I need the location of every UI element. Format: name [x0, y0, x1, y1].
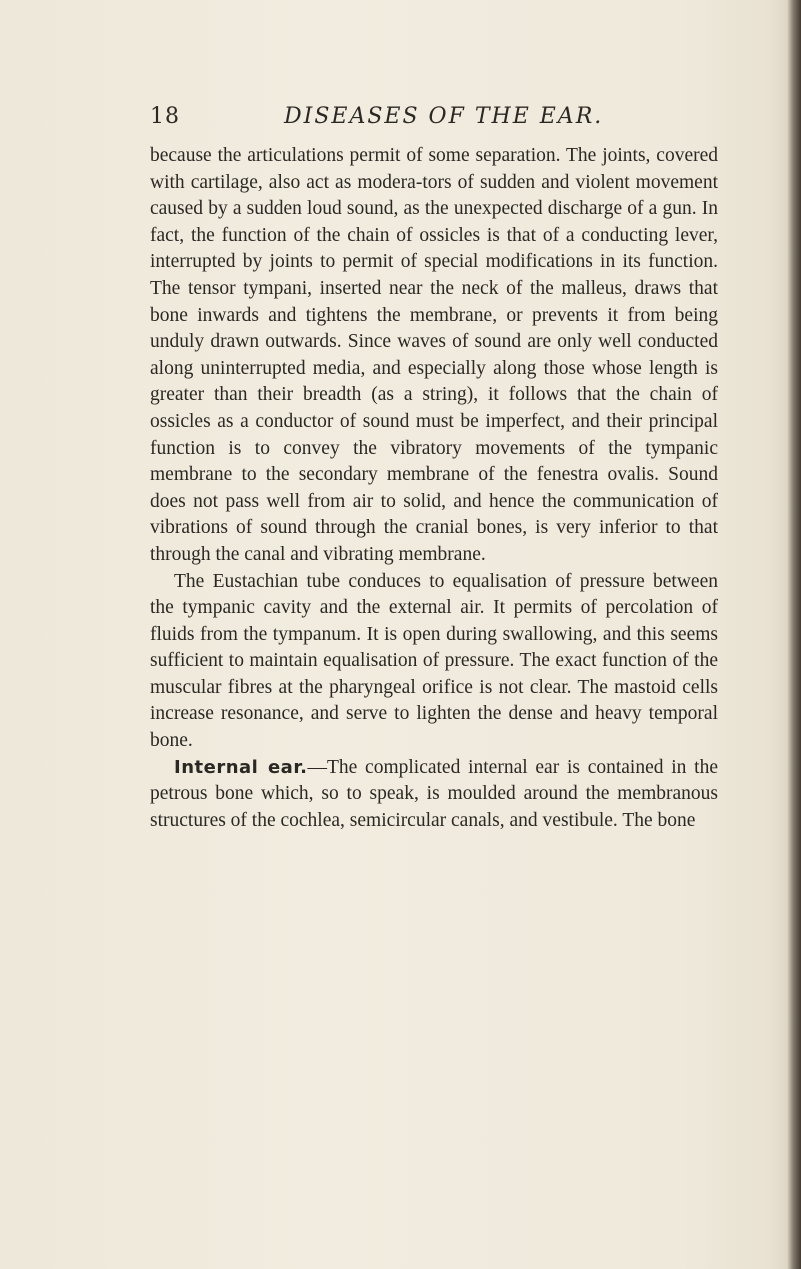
section-lead-internal-ear: Internal ear. — [174, 756, 308, 778]
page-number: 18 — [150, 104, 180, 129]
paragraph-internal-ear-text: —The complicated internal ear is contained in the petrous bone which, so to speak, is moulded around the membranous structures of the cochlea, semicircular canals, and vestibule. The bone — [150, 756, 718, 831]
page-edge-shadow — [787, 0, 801, 1269]
running-title: DISEASES OF THE EAR. — [284, 104, 604, 129]
body-text — [150, 143, 718, 834]
paragraph-eustachian-tube: The Eustachian tube conduces to equalisation of pressure between the tympanic cavity and the external air. It permits of percolation of fluids from the tympanum. It is open during swallowing, and this seems sufficient to maintain equalisation of pressure. The exact function of the muscular fibres at the pharyngeal orifice is not clear. The mastoid cells increase resonance, and serve to lighten the dense and heavy temporal bone. — [150, 570, 718, 752]
paragraph-articulations: because the articulations permit of some separation. The joints, covered with cartilage, also act as modera-tors of sudden and violent movement caused by a sudden loud sound, as the unexpected discharge of a gun. In fact, the function of the chain of ossicles is that of a conducting lever, interrupted by joints to permit of special modifications in its function. The tensor tympani, inserted near the neck of the malleus, draws that bone inwards and tightens the membrane, or prevents it from being unduly drawn outwards. Since waves of sound are only well conducted along uninterrupted media, and especially along those whose length is greater than their breadth (as a string), it follows that the chain of ossicles as a conductor of sound must be imperfect, and their principal function is to convey the vibratory movements of the tympanic membrane to the secondary membrane of the fenestra ovalis. Sound does not pass well from air to solid, and hence the communication of vibrations of sound through the cranial bones, is very inferior to that through the canal and vibrating membrane. — [150, 145, 718, 565]
page-header — [150, 104, 737, 138]
paragraph-internal-ear — [150, 755, 718, 835]
